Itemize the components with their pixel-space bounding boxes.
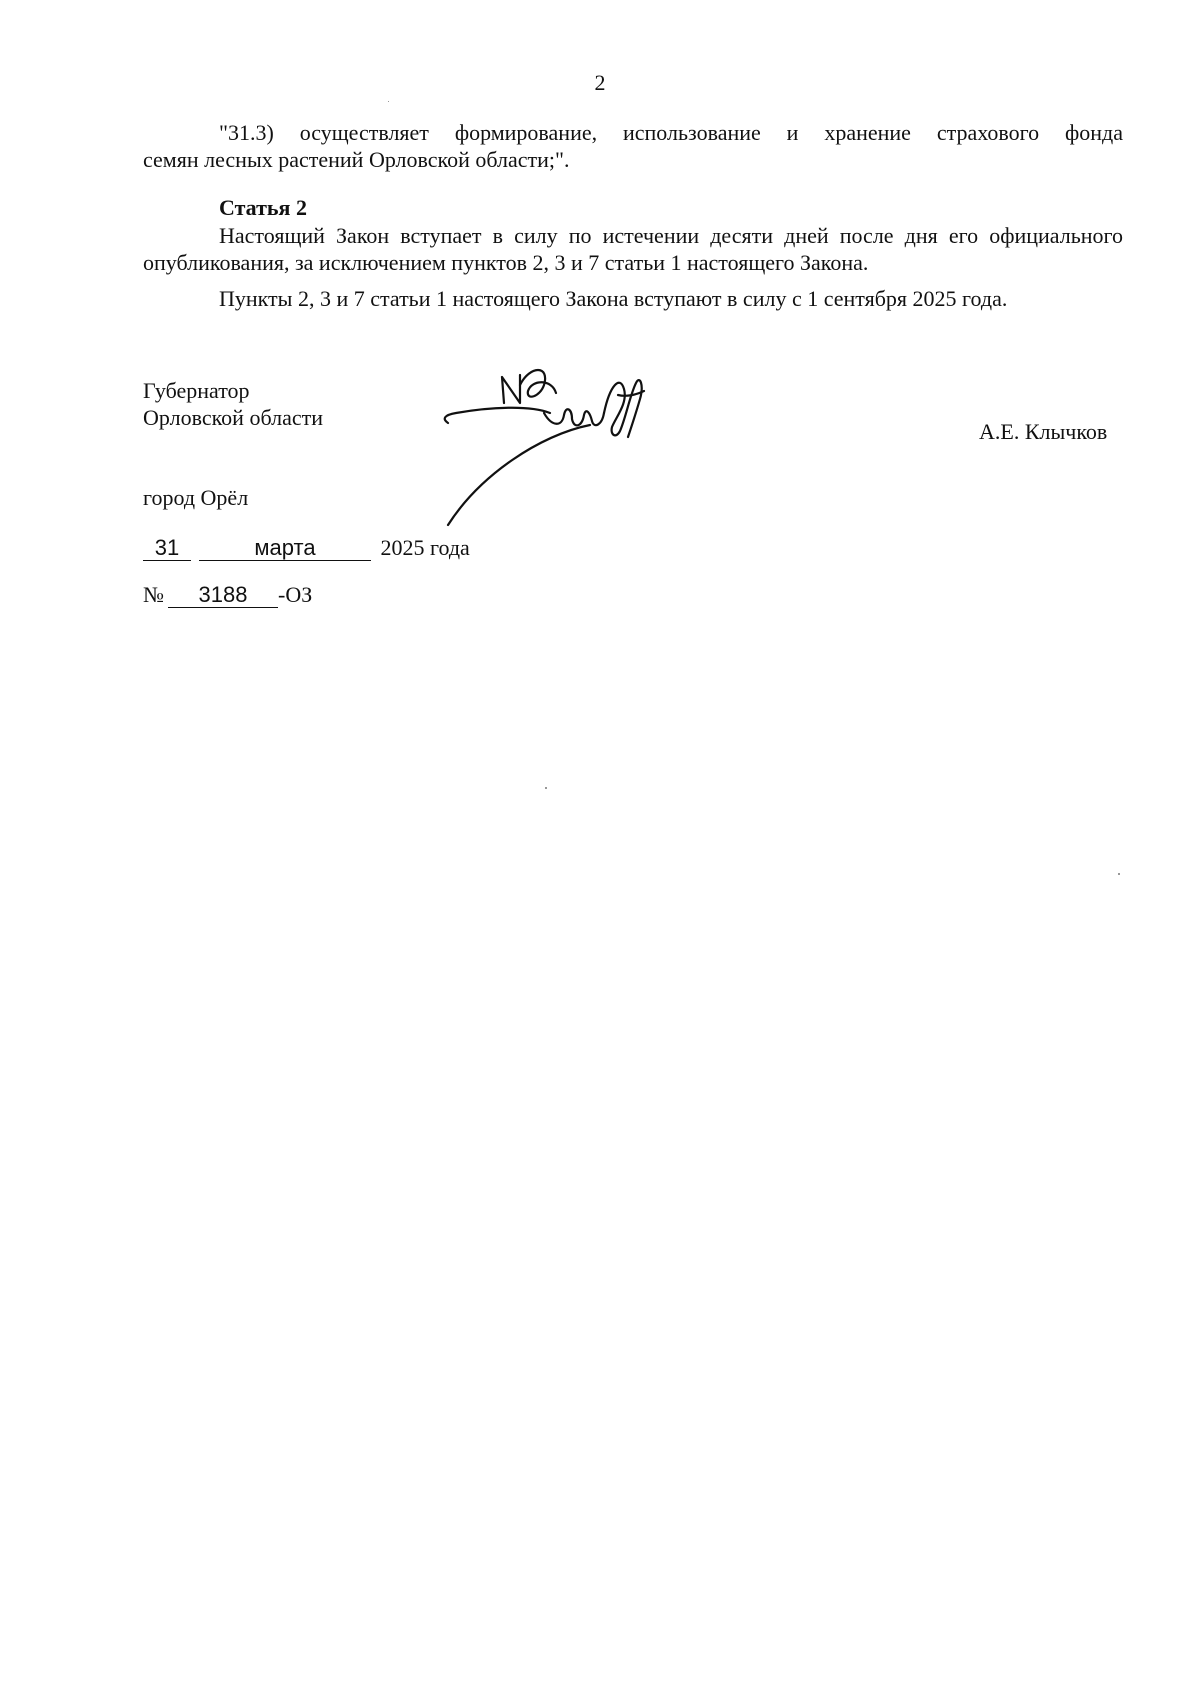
number-sign: №: [143, 582, 164, 607]
scan-speck: [545, 787, 547, 789]
article-2-paragraph-1-line-2: опубликования, за исключением пунктов 2, 3 и 7 статьи 1 настоящего Закона.: [143, 250, 869, 275]
signatory-title-line-1: Губернатор: [143, 378, 250, 403]
quoted-amendment-paragraph: [143, 119, 1123, 173]
article-2-paragraph-2-text: Пункты 2, 3 и 7 статьи 1 настоящего Закона вступают в силу с 1 сентября 2025 года.: [219, 286, 1008, 311]
date-month: марта: [199, 536, 371, 561]
quoted-amendment-line-1: "31.3) осуществляет формирование, использование и хранение страхового фонда: [219, 120, 1123, 145]
article-2-paragraph-1-line-1: Настоящий Закон вступает в силу по истечении десяти дней после дня его официального: [219, 223, 1123, 248]
date-year: 2025 года: [380, 535, 470, 560]
article-2-paragraph-1: [143, 222, 1123, 276]
signing-date: [143, 534, 470, 561]
law-number-suffix: -ОЗ: [278, 582, 313, 607]
signatory-name: А.Е. Клычков: [979, 419, 1108, 444]
signatory-title-line-2: Орловской области: [143, 405, 323, 430]
handwritten-signature: [440, 355, 670, 535]
scan-speck: [388, 101, 389, 102]
law-number-value: 3188: [168, 583, 278, 608]
signatory-title: [143, 377, 323, 431]
article-2-paragraph-2: [143, 285, 1123, 312]
date-day: 31: [143, 536, 191, 561]
quoted-amendment-line-2: семян лесных растений Орловской области;".: [143, 147, 570, 172]
page-number: 2: [594, 70, 606, 95]
signing-city: город Орёл: [143, 485, 249, 510]
law-number: [143, 581, 312, 608]
article-2-heading: Статья 2: [219, 195, 307, 220]
scan-speck: [1118, 873, 1120, 875]
